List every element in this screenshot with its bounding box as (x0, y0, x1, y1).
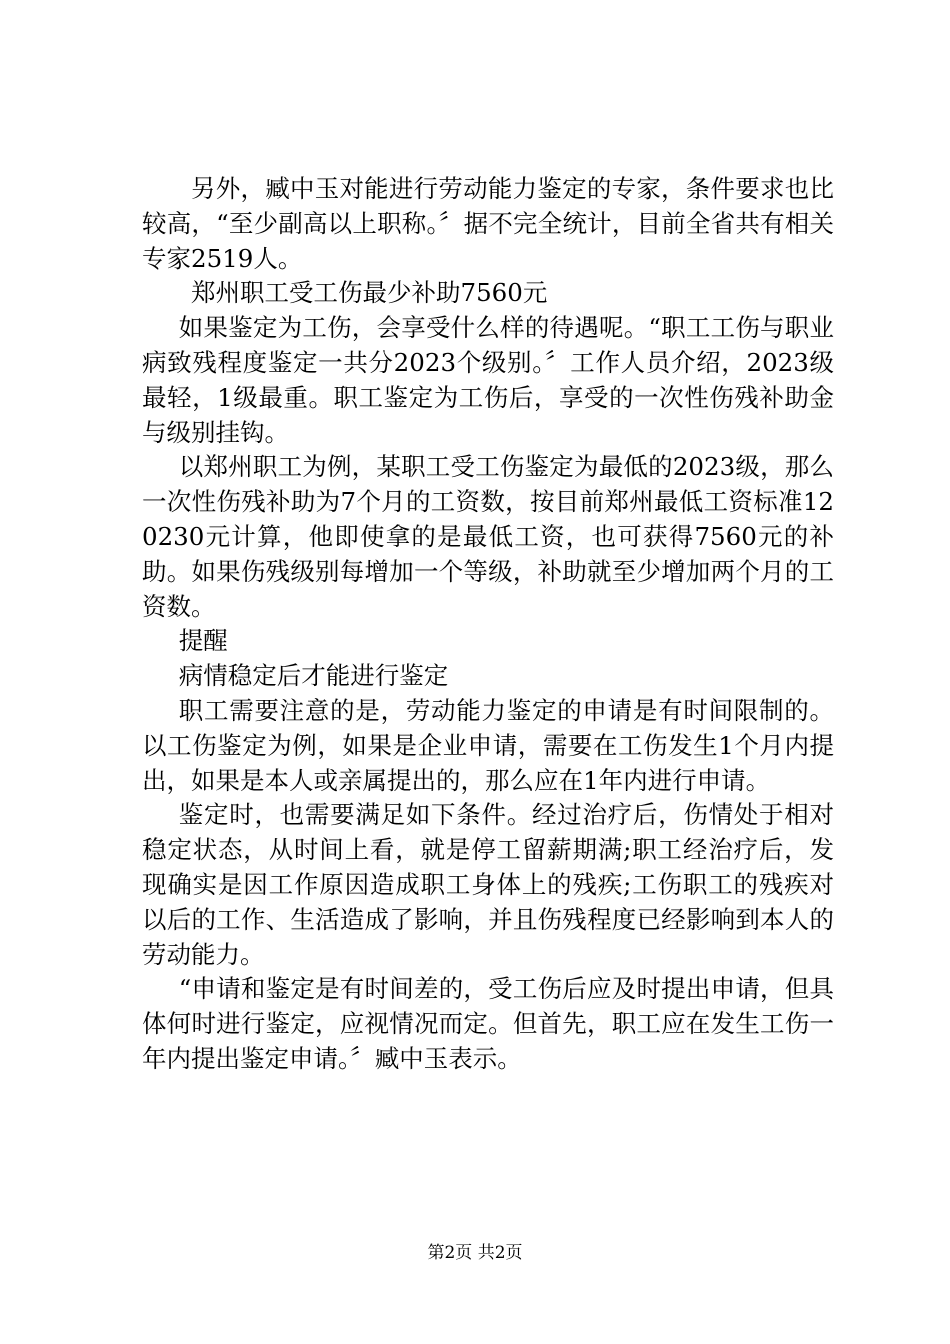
paragraph-quote: “申请和鉴定是有时间差的，受工伤后应及时提出申请，但具体何时进行鉴定，应视情况而定。但首先，职工应在发生工伤一年内提出鉴定申请。〞臧中玉表示。 (142, 974, 834, 1073)
paragraph-conditions: 鉴定时，也需要满足如下条件。经过治疗后，伤情处于相对稳定状态，从时间上看，就是停工留薪期满;职工经治疗后，发现确实是因工作原因造成职工身体上的残疾;工伤职工的残疾对以后的工作、生活造成了影响，并且伤残程度已经影响到本人的劳动能力。 (142, 800, 834, 969)
subheading-reminder: 提醒 (178, 626, 228, 656)
document-body (142, 172, 834, 1077)
page-footer: 第2页 共2页 (427, 1243, 523, 1263)
paragraph-time-limit: 职工需要注意的是，劳动能力鉴定的申请是有时间限制的。以工伤鉴定为例，如果是企业申请，需要在工伤发生1个月内提出，如果是本人或亲属提出的，那么应在1年内进行申请。 (142, 695, 834, 795)
paragraph-experts: 另外，臧中玉对能进行劳动能力鉴定的专家，条件要求也比较高，“至少副高以上职称。〞据不完全统计，目前全省共有相关专家2519人。 (142, 174, 834, 273)
subheading-compensation: 郑州职工受工伤最少补助7560元 (191, 278, 548, 308)
paragraph-benefits: 如果鉴定为工伤，会享受什么样的待遇呢。“职工工伤与职业病致残程度鉴定一共分2023个级别。〞工作人员介绍，2023级最轻，1级最重。职工鉴定为工伤后，享受的一次性伤残补助金与级别挂钩。 (142, 313, 834, 447)
subheading-stable-condition: 病情稳定后才能进行鉴定 (178, 661, 449, 691)
paragraph-zhengzhou-example: 以郑州职工为例，某职工受工伤鉴定为最低的2023级，那么一次性伤残补助为7个月的工资数，按目前郑州最低工资标准120230元计算，他即使拿的是最低工资，也可获得7560元的补助。如果伤残级别每增加一个等级，补助就至少增加两个月的工资数。 (142, 452, 834, 621)
